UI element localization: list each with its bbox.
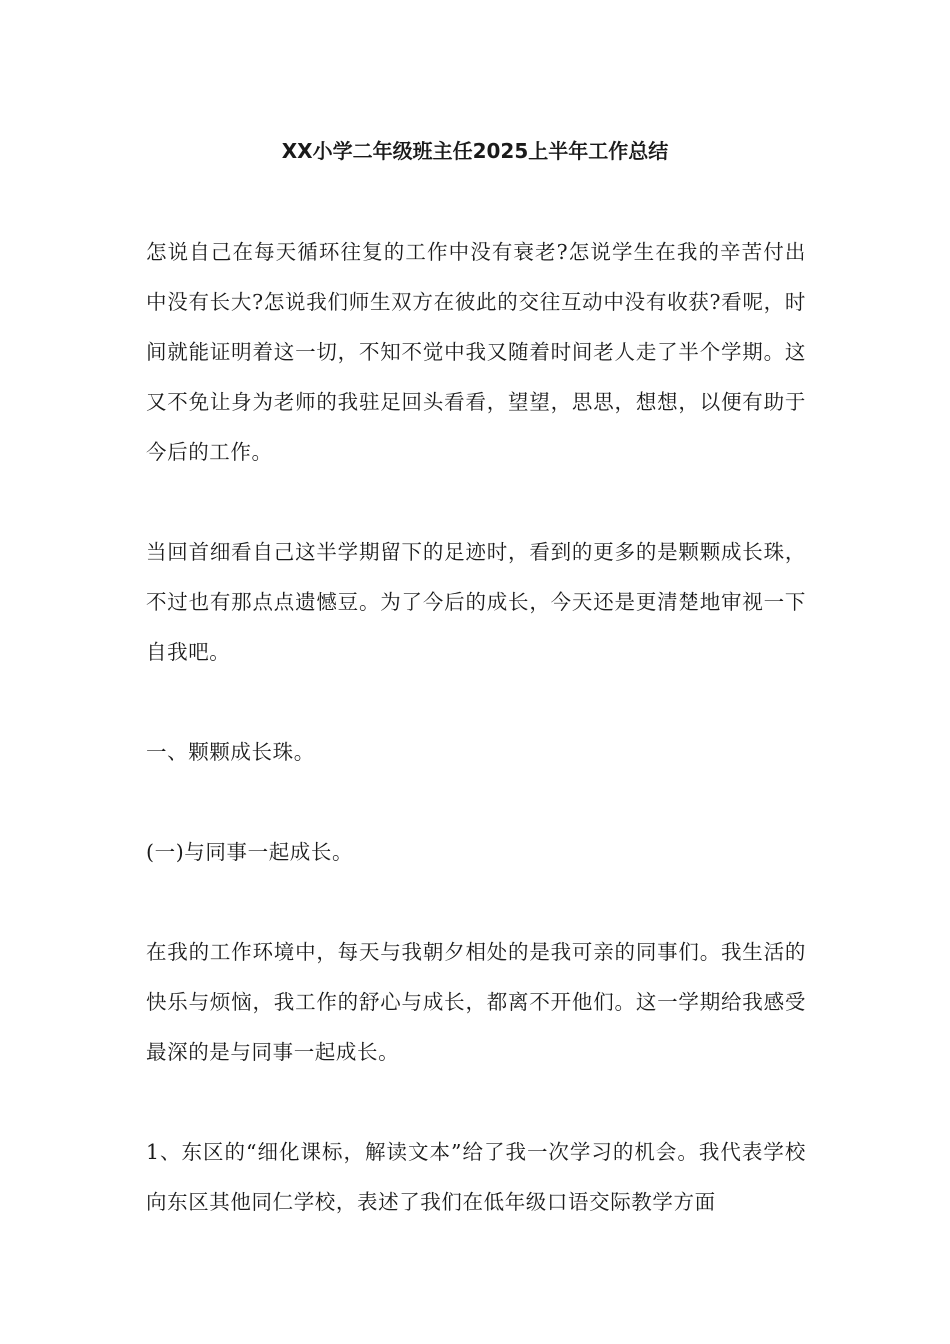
body-paragraph: 怎说自己在每天循环往复的工作中没有衰老?怎说学生在我的辛苦付出中没有长大?怎说我们师生双方在彼此的交往互动中没有收获?看呢，时间就能证明着这一切，不知不觉中我又随着时间老人走了半个学期。这又不免让身为老师的我驻足回头看看，望望，思思，想想，以便有助于今后的工作。 [146,240,806,464]
body-paragraph: 当回首细看自己这半学期留下的足迹时，看到的更多的是颗颗成长珠，不过也有那点点遗憾豆。为了今后的成长，今天还是更清楚地审视一下自我吧。 [146,540,806,664]
document-title: XX小学二年级班主任2025上半年工作总结 [281,139,669,163]
section-heading: 一、颗颗成长珠。 [146,740,315,764]
body-paragraph: 1、东区的“细化课标，解读文本”给了我一次学习的机会。我代表学校向东区其他同仁学校，表述了我们在低年级口语交际教学方面 [146,1140,806,1214]
body-paragraph: 在我的工作环境中，每天与我朝夕相处的是我可亲的同事们。我生活的快乐与烦恼，我工作的舒心与成长，都离不开他们。这一学期给我感受最深的是与同事一起成长。 [146,940,806,1064]
subsection-heading: (一)与同事一起成长。 [146,840,354,864]
